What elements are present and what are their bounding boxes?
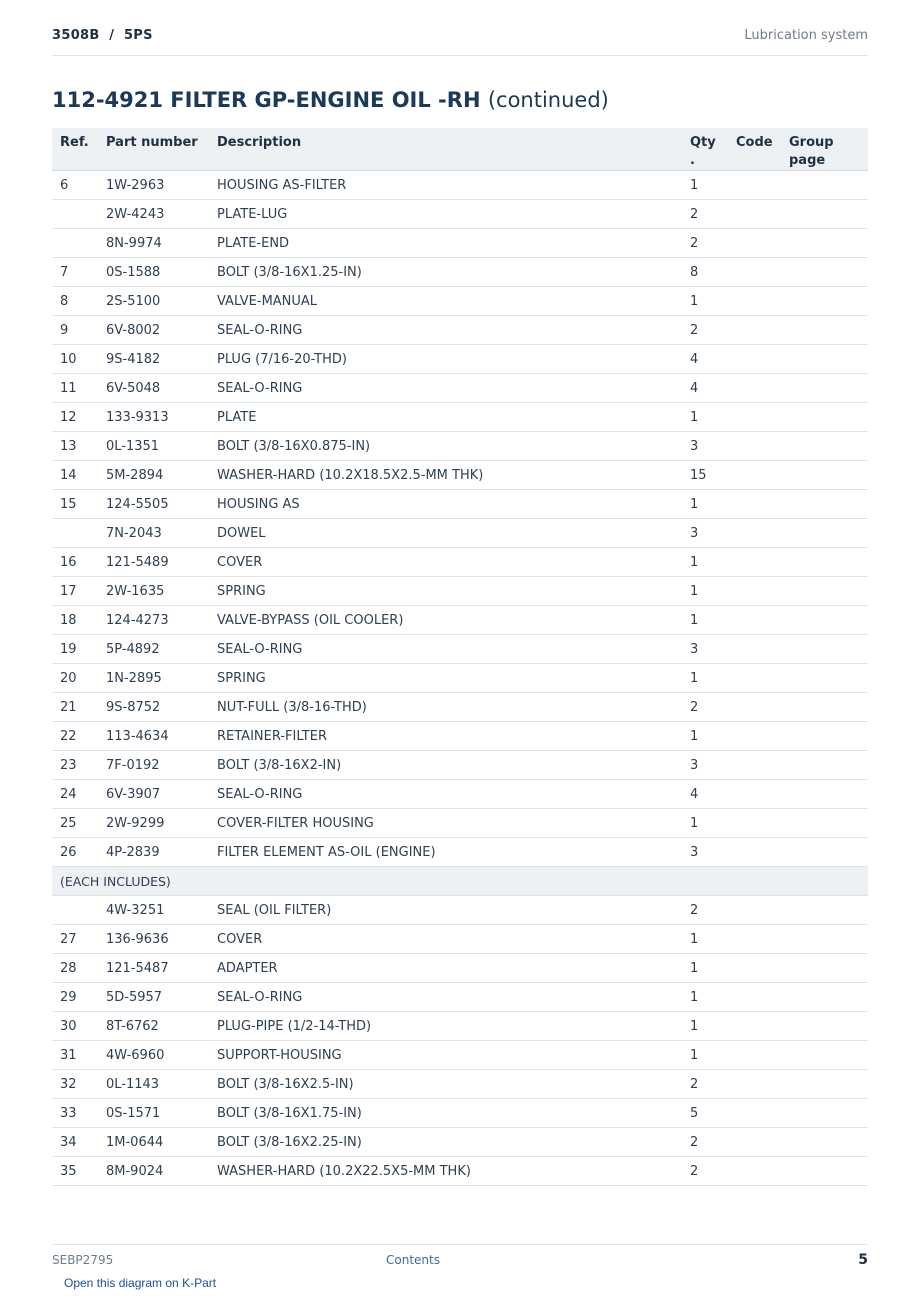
table-row	[52, 519, 868, 548]
description-cell: SPRING	[209, 577, 682, 606]
qty-cell: 1	[682, 1012, 728, 1041]
group-page-cell	[781, 548, 868, 577]
table-row	[52, 780, 868, 809]
table-row	[52, 171, 868, 200]
table-row	[52, 1157, 868, 1186]
description-cell: VALVE-MANUAL	[209, 287, 682, 316]
group-page-cell	[781, 1099, 868, 1128]
ref-cell: 31	[52, 1041, 98, 1070]
contents-link[interactable]: Contents	[386, 1253, 440, 1267]
ref-cell: 6	[52, 171, 98, 200]
description-cell: FILTER ELEMENT AS-OIL (ENGINE)	[209, 838, 682, 867]
description-cell: WASHER-HARD (10.2X18.5X2.5-MM THK)	[209, 461, 682, 490]
table-row	[52, 432, 868, 461]
table-row	[52, 838, 868, 867]
qty-cell: 4	[682, 780, 728, 809]
code-cell	[728, 751, 781, 780]
part-number-cell: 5P-4892	[98, 635, 209, 664]
table-row	[52, 345, 868, 374]
part-number-cell: 4P-2839	[98, 838, 209, 867]
table-row	[52, 200, 868, 229]
description-cell: WASHER-HARD (10.2X22.5X5-MM THK)	[209, 1157, 682, 1186]
table-row	[52, 635, 868, 664]
table-row	[52, 954, 868, 983]
code-cell	[728, 432, 781, 461]
part-number-cell: 6V-5048	[98, 374, 209, 403]
table-row	[52, 809, 868, 838]
description-cell: BOLT (3/8-16X2-IN)	[209, 751, 682, 780]
parts-table	[52, 128, 868, 1186]
ref-cell: 34	[52, 1128, 98, 1157]
table-row	[52, 1041, 868, 1070]
ref-cell: 9	[52, 316, 98, 345]
part-number-cell: 9S-4182	[98, 345, 209, 374]
table-row	[52, 403, 868, 432]
part-number-cell: 136-9636	[98, 925, 209, 954]
description-cell: SEAL-O-RING	[209, 374, 682, 403]
part-number-cell: 6V-3907	[98, 780, 209, 809]
document-code: SEBP2795	[52, 1253, 114, 1267]
group-page-cell	[781, 664, 868, 693]
part-number-cell: 5D-5957	[98, 983, 209, 1012]
part-number-cell: 9S-8752	[98, 693, 209, 722]
column-header-description: Description	[209, 128, 682, 171]
part-number-cell: 121-5489	[98, 548, 209, 577]
table-row	[52, 693, 868, 722]
table-row	[52, 461, 868, 490]
description-cell: COVER	[209, 548, 682, 577]
description-cell: PLATE-END	[209, 229, 682, 258]
code-cell	[728, 1012, 781, 1041]
description-cell: HOUSING AS	[209, 490, 682, 519]
code-cell	[728, 693, 781, 722]
ref-cell: 32	[52, 1070, 98, 1099]
description-cell: BOLT (3/8-16X2.5-IN)	[209, 1070, 682, 1099]
code-cell	[728, 258, 781, 287]
qty-cell: 1	[682, 925, 728, 954]
part-number-cell: 2W-4243	[98, 200, 209, 229]
part-number-cell: 8N-9974	[98, 229, 209, 258]
code-cell	[728, 316, 781, 345]
part-number-cell: 113-4634	[98, 722, 209, 751]
ref-cell: 22	[52, 722, 98, 751]
table-row	[52, 490, 868, 519]
code-cell	[728, 1070, 781, 1099]
qty-cell: 3	[682, 432, 728, 461]
qty-cell: 3	[682, 635, 728, 664]
qty-cell: 1	[682, 171, 728, 200]
description-cell: PLUG-PIPE (1/2-14-THD)	[209, 1012, 682, 1041]
group-page-cell	[781, 1070, 868, 1099]
qty-cell: 8	[682, 258, 728, 287]
qty-cell: 2	[682, 316, 728, 345]
qty-cell: 3	[682, 751, 728, 780]
qty-cell: 1	[682, 403, 728, 432]
table-note-row	[52, 867, 868, 896]
group-page-cell	[781, 519, 868, 548]
qty-cell: 2	[682, 693, 728, 722]
description-cell: BOLT (3/8-16X1.75-IN)	[209, 1099, 682, 1128]
title-group-name: 112-4921 FILTER GP-ENGINE OIL -RH	[52, 88, 481, 112]
group-page-cell	[781, 983, 868, 1012]
group-page-cell	[781, 954, 868, 983]
table-row	[52, 1070, 868, 1099]
group-page-cell	[781, 751, 868, 780]
part-number-cell: 0L-1351	[98, 432, 209, 461]
group-page-cell	[781, 258, 868, 287]
description-cell: DOWEL	[209, 519, 682, 548]
ref-cell	[52, 229, 98, 258]
ref-cell: 33	[52, 1099, 98, 1128]
group-page-cell	[781, 925, 868, 954]
description-cell: ADAPTER	[209, 954, 682, 983]
group-page-cell	[781, 316, 868, 345]
qty-cell: 1	[682, 722, 728, 751]
qty-cell: 2	[682, 200, 728, 229]
ref-cell	[52, 519, 98, 548]
ref-cell: 8	[52, 287, 98, 316]
qty-cell: 2	[682, 1070, 728, 1099]
ref-cell: 12	[52, 403, 98, 432]
qty-cell: 1	[682, 577, 728, 606]
code-cell	[728, 519, 781, 548]
description-cell: BOLT (3/8-16X2.25-IN)	[209, 1128, 682, 1157]
part-number-cell: 1W-2963	[98, 171, 209, 200]
qty-cell: 1	[682, 983, 728, 1012]
code-cell	[728, 780, 781, 809]
part-number-cell: 0S-1571	[98, 1099, 209, 1128]
part-number-cell: 4W-3251	[98, 896, 209, 925]
table-row	[52, 1099, 868, 1128]
column-header-code: Code	[728, 128, 781, 171]
ref-cell: 15	[52, 490, 98, 519]
ref-cell: 30	[52, 1012, 98, 1041]
part-number-cell: 124-4273	[98, 606, 209, 635]
ref-cell: 18	[52, 606, 98, 635]
group-page-cell	[781, 1128, 868, 1157]
code-cell	[728, 635, 781, 664]
description-cell: SEAL-O-RING	[209, 635, 682, 664]
qty-cell: 1	[682, 490, 728, 519]
description-cell: RETAINER-FILTER	[209, 722, 682, 751]
code-cell	[728, 171, 781, 200]
code-cell	[728, 229, 781, 258]
ref-cell	[52, 200, 98, 229]
table-row	[52, 287, 868, 316]
qty-cell: 2	[682, 896, 728, 925]
description-cell: BOLT (3/8-16X1.25-IN)	[209, 258, 682, 287]
description-cell: COVER	[209, 925, 682, 954]
part-number-cell: 2S-5100	[98, 287, 209, 316]
note-text: (EACH INCLUDES)	[52, 867, 868, 896]
description-cell: SPRING	[209, 664, 682, 693]
code-cell	[728, 374, 781, 403]
description-cell: COVER-FILTER HOUSING	[209, 809, 682, 838]
qty-cell: 2	[682, 1128, 728, 1157]
ref-cell: 23	[52, 751, 98, 780]
code-cell	[728, 345, 781, 374]
qty-cell: 4	[682, 345, 728, 374]
qty-cell: 1	[682, 664, 728, 693]
ref-cell: 25	[52, 809, 98, 838]
description-cell: PLATE	[209, 403, 682, 432]
part-number-cell: 1N-2895	[98, 664, 209, 693]
page-header	[52, 28, 868, 56]
group-page-cell	[781, 403, 868, 432]
part-number-cell: 0L-1143	[98, 1070, 209, 1099]
ref-cell: 7	[52, 258, 98, 287]
code-cell	[728, 722, 781, 751]
ref-cell: 16	[52, 548, 98, 577]
description-cell: SEAL-O-RING	[209, 983, 682, 1012]
part-number-cell: 8M-9024	[98, 1157, 209, 1186]
description-cell: NUT-FULL (3/8-16-THD)	[209, 693, 682, 722]
group-page-cell	[781, 722, 868, 751]
ref-cell: 28	[52, 954, 98, 983]
group-page-cell	[781, 461, 868, 490]
code-cell	[728, 925, 781, 954]
column-header-ref: Ref.	[52, 128, 98, 171]
page-number: 5	[858, 1252, 868, 1268]
code-cell	[728, 896, 781, 925]
table-row	[52, 374, 868, 403]
table-row	[52, 1128, 868, 1157]
part-number-cell: 2W-9299	[98, 809, 209, 838]
qty-cell: 2	[682, 229, 728, 258]
table-row	[52, 664, 868, 693]
group-page-cell	[781, 606, 868, 635]
ref-cell: 10	[52, 345, 98, 374]
table-row	[52, 316, 868, 345]
group-page-cell	[781, 345, 868, 374]
code-cell	[728, 287, 781, 316]
open-diagram-link[interactable]: Open this diagram on K-Part	[64, 1276, 217, 1290]
column-header-part-number: Part number	[98, 128, 209, 171]
code-cell	[728, 548, 781, 577]
ref-cell: 21	[52, 693, 98, 722]
ref-cell: 11	[52, 374, 98, 403]
qty-cell: 1	[682, 548, 728, 577]
ref-cell: 29	[52, 983, 98, 1012]
qty-cell: 1	[682, 287, 728, 316]
group-page-cell	[781, 171, 868, 200]
qty-cell: 1	[682, 954, 728, 983]
ref-cell: 27	[52, 925, 98, 954]
section-label: Lubrication system	[744, 28, 868, 43]
part-number-cell: 7F-0192	[98, 751, 209, 780]
group-page-cell	[781, 1012, 868, 1041]
code-cell	[728, 1041, 781, 1070]
description-cell: SEAL-O-RING	[209, 780, 682, 809]
description-cell: HOUSING AS-FILTER	[209, 171, 682, 200]
ref-cell	[52, 896, 98, 925]
code-cell	[728, 954, 781, 983]
code-cell	[728, 983, 781, 1012]
code-cell	[728, 200, 781, 229]
table-row	[52, 1012, 868, 1041]
code-cell	[728, 403, 781, 432]
ref-cell: 35	[52, 1157, 98, 1186]
description-cell: PLATE-LUG	[209, 200, 682, 229]
model-label: 3508B / 5PS	[52, 28, 153, 43]
group-page-cell	[781, 577, 868, 606]
code-cell	[728, 577, 781, 606]
table-row	[52, 983, 868, 1012]
title-continued: (continued)	[487, 88, 609, 112]
ref-cell: 17	[52, 577, 98, 606]
group-page-cell	[781, 838, 868, 867]
description-cell: BOLT (3/8-16X0.875-IN)	[209, 432, 682, 461]
group-page-cell	[781, 490, 868, 519]
description-cell: SEAL (OIL FILTER)	[209, 896, 682, 925]
part-number-cell: 4W-6960	[98, 1041, 209, 1070]
group-page-cell	[781, 635, 868, 664]
qty-cell: 15	[682, 461, 728, 490]
qty-cell: 2	[682, 1157, 728, 1186]
description-cell: VALVE-BYPASS (OIL COOLER)	[209, 606, 682, 635]
qty-cell: 4	[682, 374, 728, 403]
group-page-cell	[781, 287, 868, 316]
part-number-cell: 124-5505	[98, 490, 209, 519]
group-page-cell	[781, 374, 868, 403]
part-number-cell: 7N-2043	[98, 519, 209, 548]
group-page-cell	[781, 1157, 868, 1186]
code-cell	[728, 1157, 781, 1186]
group-page-cell	[781, 229, 868, 258]
code-cell	[728, 1128, 781, 1157]
description-cell: PLUG (7/16-20-THD)	[209, 345, 682, 374]
qty-cell: 1	[682, 809, 728, 838]
table-row	[52, 229, 868, 258]
group-page-cell	[781, 200, 868, 229]
table-row	[52, 548, 868, 577]
table-row	[52, 606, 868, 635]
table-header-row	[52, 128, 868, 171]
footer-divider	[52, 1244, 868, 1245]
table-row	[52, 722, 868, 751]
ref-cell: 20	[52, 664, 98, 693]
code-cell	[728, 664, 781, 693]
group-page-cell	[781, 896, 868, 925]
part-number-cell: 133-9313	[98, 403, 209, 432]
group-page-cell	[781, 693, 868, 722]
part-number-cell: 8T-6762	[98, 1012, 209, 1041]
ref-cell: 13	[52, 432, 98, 461]
part-number-cell: 2W-1635	[98, 577, 209, 606]
group-page-cell	[781, 809, 868, 838]
table-row	[52, 577, 868, 606]
table-row	[52, 751, 868, 780]
part-number-cell: 121-5487	[98, 954, 209, 983]
ref-cell: 24	[52, 780, 98, 809]
description-cell: SUPPORT-HOUSING	[209, 1041, 682, 1070]
code-cell	[728, 809, 781, 838]
ref-cell: 14	[52, 461, 98, 490]
table-row	[52, 896, 868, 925]
ref-cell: 19	[52, 635, 98, 664]
part-number-cell: 6V-8002	[98, 316, 209, 345]
qty-cell: 5	[682, 1099, 728, 1128]
qty-cell: 1	[682, 1041, 728, 1070]
part-number-cell: 1M-0644	[98, 1128, 209, 1157]
code-cell	[728, 606, 781, 635]
code-cell	[728, 1099, 781, 1128]
code-cell	[728, 838, 781, 867]
part-number-cell: 0S-1588	[98, 258, 209, 287]
qty-cell: 3	[682, 519, 728, 548]
qty-cell: 1	[682, 606, 728, 635]
page-title	[52, 88, 609, 112]
table-row	[52, 258, 868, 287]
ref-cell: 26	[52, 838, 98, 867]
group-page-cell	[781, 780, 868, 809]
qty-cell: 3	[682, 838, 728, 867]
column-header-group-page: Group page	[781, 128, 868, 171]
group-page-cell	[781, 1041, 868, 1070]
description-cell: SEAL-O-RING	[209, 316, 682, 345]
code-cell	[728, 461, 781, 490]
code-cell	[728, 490, 781, 519]
part-number-cell: 5M-2894	[98, 461, 209, 490]
group-page-cell	[781, 432, 868, 461]
table-row	[52, 925, 868, 954]
column-header-qty: Qty .	[682, 128, 728, 171]
